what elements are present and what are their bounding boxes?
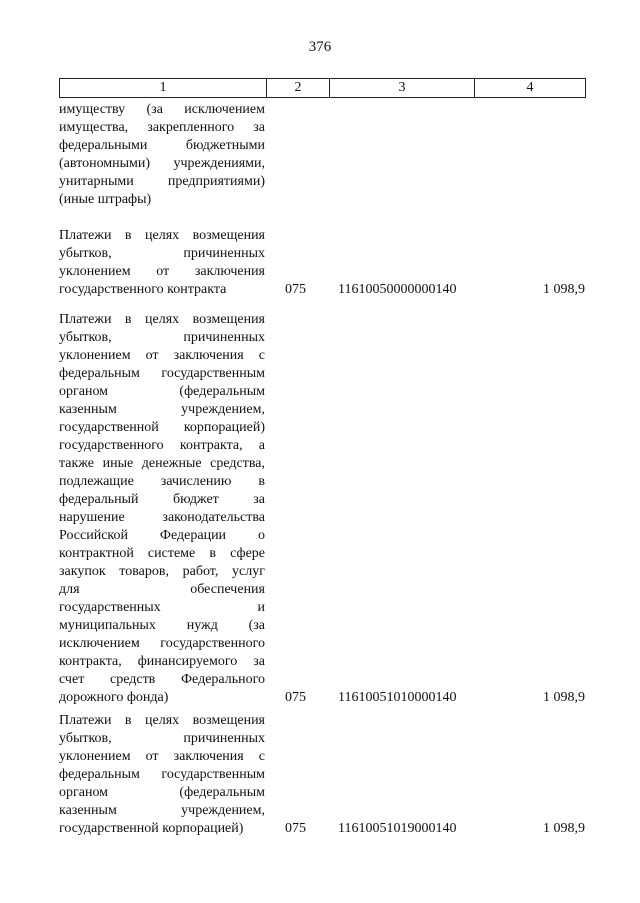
description-line: уклонением от заключения (59, 264, 265, 279)
row-kbk-code: 11610050000000140 (338, 282, 457, 297)
description-line: имущества, закрепленного за (59, 120, 265, 135)
description-line: органом (федеральным (59, 384, 265, 399)
column-header-2: 2 (267, 79, 330, 98)
description-line: исключением государственного (59, 636, 265, 651)
description-line: Платежи в целях возмещения (59, 228, 265, 243)
row-code: 075 (285, 821, 306, 836)
description-line: унитарными предприятиями) (59, 174, 265, 189)
column-header-4: 4 (475, 79, 586, 98)
description-line: счет средств Федерального (59, 672, 265, 687)
description-line: федеральными бюджетными (59, 138, 265, 153)
row-description (59, 101, 265, 209)
row-description (59, 227, 265, 299)
row-kbk-code: 11610051010000140 (338, 690, 457, 705)
description-line: (иные штрафы) (59, 192, 152, 207)
description-line: государственного контракта, а (59, 438, 265, 453)
description-line: муниципальных нужд (за (59, 618, 265, 633)
description-line: нарушение законодательства (59, 510, 265, 525)
description-line: Платежи в целях возмещения (59, 312, 265, 327)
description-line: контрактной системе в сфере (59, 546, 265, 561)
description-line: уклонением от заключения с (59, 749, 265, 764)
description-line: федеральным государственным (59, 366, 265, 381)
row-amount: 1 098,9 (543, 690, 585, 705)
description-line: казенным учреждением, (59, 402, 265, 417)
description-line: (автономными) учреждениями, (59, 156, 265, 171)
row-description (59, 712, 265, 838)
column-header-3: 3 (330, 79, 475, 98)
description-line: федеральным государственным (59, 767, 265, 782)
description-line: имуществу (за исключением (59, 102, 265, 117)
row-code: 075 (285, 690, 306, 705)
row-description (59, 311, 265, 707)
description-line: подлежащие зачислению в (59, 474, 265, 489)
row-code: 075 (285, 282, 306, 297)
description-line: Платежи в целях возмещения (59, 713, 265, 728)
description-line: контракта, финансируемого за (59, 654, 265, 669)
column-header-1: 1 (60, 79, 267, 98)
description-line: государственной корпорацией) (59, 420, 265, 435)
description-line: государственной корпорацией) (59, 821, 244, 836)
description-line: убытков, причиненных (59, 731, 265, 746)
description-line: дорожного фонда) (59, 690, 169, 705)
description-line: убытков, причиненных (59, 330, 265, 345)
description-line: казенным учреждением, (59, 803, 265, 818)
description-line: уклонением от заключения с (59, 348, 265, 363)
description-line: государственных и (59, 600, 265, 615)
row-kbk-code: 11610051019000140 (338, 821, 457, 836)
description-line: убытков, причиненных (59, 246, 265, 261)
description-line: федеральный бюджет за (59, 492, 265, 507)
row-amount: 1 098,9 (543, 282, 585, 297)
description-line: для обеспечения (59, 582, 265, 597)
description-line: государственного контракта (59, 282, 227, 297)
column-header-row (59, 78, 586, 98)
page-number: 376 (308, 39, 332, 55)
description-line: органом (федеральным (59, 785, 265, 800)
description-line: закупок товаров, работ, услуг (59, 564, 265, 579)
description-line: также иные денежные средства, (59, 456, 265, 471)
row-amount: 1 098,9 (543, 821, 585, 836)
description-line: Российской Федерации о (59, 528, 265, 543)
